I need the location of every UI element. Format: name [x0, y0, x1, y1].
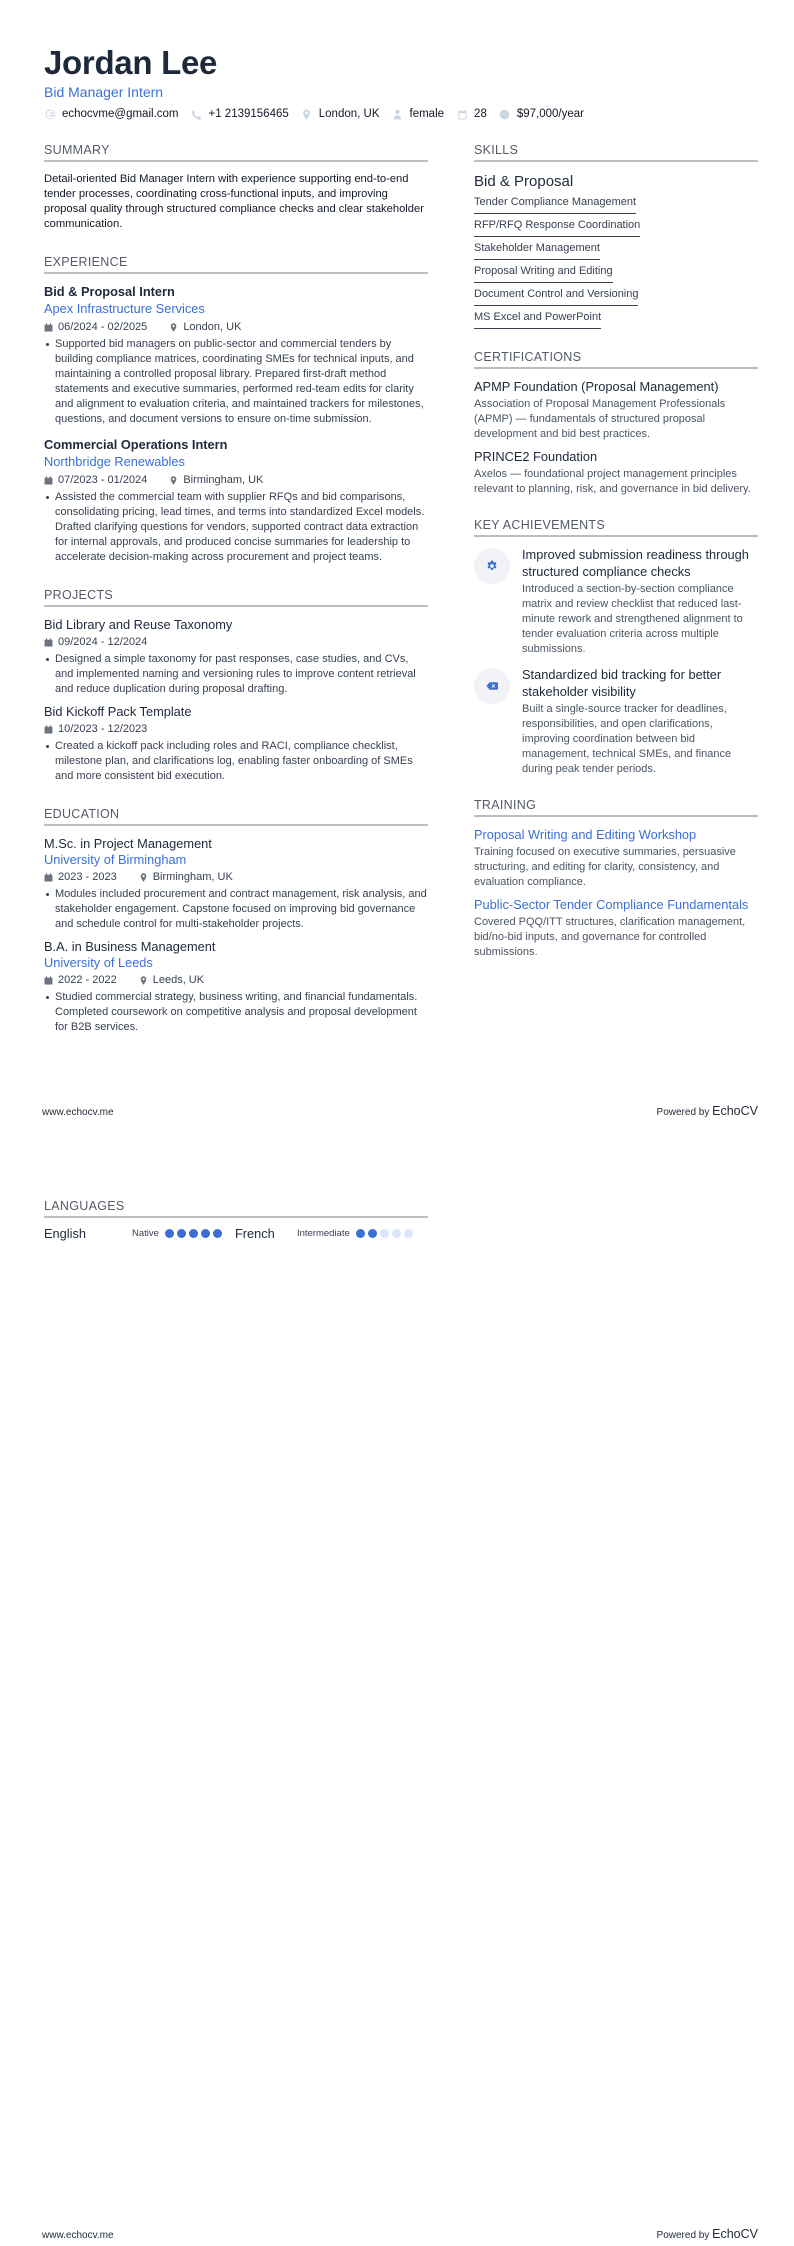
page-footer: [42, 2227, 758, 2241]
section-title: PROJECTS: [44, 587, 428, 607]
language-list: [44, 1226, 428, 1241]
at-icon: [44, 108, 56, 120]
training-item: [474, 826, 758, 890]
achievement-title: Improved submission readiness through structured compliance checks: [522, 547, 749, 579]
achievement-item: [474, 546, 758, 657]
proficiency-dot: [368, 1229, 377, 1238]
website-link[interactable]: www.echocv.me: [42, 2230, 114, 2241]
certifications-section: [474, 349, 758, 497]
bullet-point: Created a kickoff pack including roles and RACI, compliance checklist, milestone plan, and clarifications log, enabling faster onboarding of SMEs and more consistent bid execution.: [44, 739, 428, 784]
calendar-icon: [44, 873, 53, 882]
skill-tag: Stakeholder Management: [474, 237, 600, 260]
contact-location: London, UK: [301, 108, 380, 120]
section-title: TRAINING: [474, 797, 758, 817]
proficiency-dots: [356, 1229, 416, 1238]
school-name: University of Leeds: [44, 955, 153, 970]
section-title: CERTIFICATIONS: [474, 349, 758, 369]
candidate-name: Jordan Lee: [44, 44, 218, 81]
proficiency-dot: [404, 1229, 413, 1238]
language-level: Intermediate: [296, 1228, 350, 1239]
person-icon: [392, 108, 404, 120]
achievements-section: [474, 517, 758, 777]
achievement-desc: Introduced a section-by-section compliance matrix and review checklist that reduced last-minute rework and strengthened alignment to tender evaluation criteria across multiple submissions.: [522, 583, 743, 655]
section-title: LANGUAGES: [44, 1198, 428, 1218]
resume-page-2: [0, 1123, 794, 2246]
candidate-title: Bid Manager Intern: [44, 84, 164, 100]
bullet-point: Designed a simple taxonomy for past responses, case studies, and CVs, and implemented naming and versioning rules to improve content retrieval and reduce duplication during proposal drafting.: [44, 652, 428, 697]
training-name: Public-Sector Tender Compliance Fundamentals: [474, 897, 749, 912]
achievement-item: [474, 666, 758, 777]
proficiency-dots: [165, 1229, 225, 1238]
calendar-icon: [44, 725, 53, 734]
powered-by: Powered by EchoCV: [656, 2227, 758, 2241]
section-title: KEY ACHIEVEMENTS: [474, 517, 758, 537]
job-role: Bid & Proposal Intern: [44, 284, 175, 299]
skills-section: [474, 142, 758, 329]
proficiency-dot: [189, 1229, 198, 1238]
project-name: Bid Library and Reuse Taxonomy: [44, 617, 233, 632]
achievement-title: Standardized bid tracking for better stakeholder visibility: [522, 667, 722, 699]
brand-name: EchoCV: [712, 2227, 758, 2241]
education-section: [44, 806, 428, 1035]
company-name: Apex Infrastructure Services: [44, 301, 205, 316]
entry-meta: 09/2024 - 12/2024: [44, 634, 428, 650]
skill-tag: Tender Compliance Management: [474, 191, 636, 214]
contact-email[interactable]: echocvme@gmail.com: [44, 108, 179, 120]
entry-meta: 07/2023 - 01/2024 Birmingham, UK: [44, 472, 428, 488]
location-pin-icon: [301, 108, 313, 120]
degree-name: M.Sc. in Project Management: [44, 836, 212, 851]
contact-salary: $97,000/year: [499, 108, 584, 120]
language-name: French: [234, 1226, 275, 1241]
bullet-point: Studied commercial strategy, business writing, and financial fundamentals. Completed coursework on competitive analysis and proposal development for B2B services.: [44, 990, 428, 1035]
section-title: EXPERIENCE: [44, 254, 428, 274]
certification-item: [474, 378, 758, 442]
resume-header: [44, 44, 217, 101]
proficiency-dot: [177, 1229, 186, 1238]
section-title: SKILLS: [474, 142, 758, 162]
skill-tag: RFP/RFQ Response Coordination: [474, 214, 640, 237]
experience-section: [44, 254, 428, 565]
certification-item: [474, 448, 758, 497]
language-level: Native: [132, 1228, 159, 1239]
left-column: [44, 142, 428, 1049]
skill-group-title: Bid & Proposal: [474, 173, 574, 190]
entry-meta: 10/2023 - 12/2023: [44, 721, 428, 737]
proficiency-dot: [392, 1229, 401, 1238]
education-item: [44, 835, 428, 932]
phone-icon: [191, 108, 203, 120]
website-link[interactable]: www.echocv.me: [42, 1107, 114, 1118]
certification-name: PRINCE2 Foundation: [474, 449, 598, 464]
section-title: EDUCATION: [44, 806, 428, 826]
projects-section: [44, 587, 428, 784]
training-item: [474, 896, 758, 960]
project-item: [44, 616, 428, 697]
proficiency-dot: [356, 1229, 365, 1238]
powered-by: Powered by EchoCV: [656, 1104, 758, 1118]
bullet-point: Modules included procurement and contract management, risk analysis, and stakeholder engagement. Capstone focused on improving bid governance and schedule control for multi-stakeholder projects.: [44, 887, 428, 932]
location-pin-icon: [169, 323, 178, 332]
skill-tag: Document Control and Versioning: [474, 283, 638, 306]
contact-gender: female: [392, 108, 445, 120]
skill-tag: MS Excel and PowerPoint: [474, 306, 601, 329]
calendar-icon: [456, 108, 468, 120]
location-pin-icon: [139, 873, 148, 882]
school-name: University of Birmingham: [44, 852, 187, 867]
proficiency-dot: [380, 1229, 389, 1238]
location-pin-icon: [169, 476, 178, 485]
training-name: Proposal Writing and Editing Workshop: [474, 827, 697, 842]
calendar-icon: [44, 976, 53, 985]
brand-name: EchoCV: [712, 1104, 758, 1118]
entry-meta: 2022 - 2022 Leeds, UK: [44, 972, 428, 988]
education-item: [44, 938, 428, 1035]
proficiency-dot: [201, 1229, 210, 1238]
experience-item: [44, 436, 428, 565]
training-desc: Covered PQQ/ITT structures, clarification management, bid/no-bid inputs, and governance for controlled submissions.: [474, 916, 746, 958]
dollar-icon: [499, 108, 511, 120]
certification-desc: Association of Proposal Management Professionals (APMP) — fundamentals of structured proposal development and bid best practices.: [474, 398, 726, 440]
entry-meta: 2023 - 2023 Birmingham, UK: [44, 869, 428, 885]
section-title: SUMMARY: [44, 142, 428, 162]
calendar-icon: [44, 323, 53, 332]
right-column: [474, 142, 758, 974]
achievement-desc: Built a single-source tracker for deadlines, responsibilities, and open clarifications, improving coordination between bid management, technical SMEs, and finance during peak tender periods.: [522, 703, 732, 775]
skill-tag: Proposal Writing and Editing: [474, 260, 613, 283]
language-name: English: [44, 1226, 86, 1241]
calendar-icon: [44, 638, 53, 647]
summary-text: Detail-oriented Bid Manager Intern with experience supporting end-to-end tender processes, coordinating cross-functional inputs, and improving proposal quality through structured compliance checks and clear stakeholder communication.: [44, 173, 424, 230]
languages-section: [44, 1198, 428, 1241]
bullet-point: Supported bid managers on public-sector and commercial tenders by building compliance matrices, coordinating SMEs for technical inputs, and maintaining a controlled proposal library. Prepared first-draft method statements and executive summaries, performed red-team edits for clarity and alignment to evaluation criteria, and maintained trackers for milestones, questions, and document versions to ensure on-time submission.: [44, 337, 428, 427]
training-section: [474, 797, 758, 960]
training-desc: Training focused on executive summaries, persuasive structuring, and editing for clarity, consistency, and evaluation compliance.: [474, 846, 736, 888]
company-name: Northbridge Renewables: [44, 454, 185, 469]
contact-phone[interactable]: +1 2139156465: [191, 108, 289, 120]
summary-section: [44, 142, 428, 232]
certification-desc: Axelos — foundational project management principles relevant to planning, risk, and governance in bid delivery.: [474, 468, 751, 495]
certification-name: APMP Foundation (Proposal Management): [474, 379, 719, 394]
proficiency-dot: [213, 1229, 222, 1238]
calendar-icon: [44, 476, 53, 485]
gear-icon: [474, 548, 510, 584]
experience-item: [44, 283, 428, 427]
page-footer: [42, 1104, 758, 1118]
bullet-point: Assisted the commercial team with supplier RFQs and bid comparisons, consolidating pricing, lead times, and terms into standardized Excel models. Drafted clarifying questions for vendors, supported contract data extraction for internal approvals, and produced concise summaries for leadership to accelerate decision-making across procurement and project teams.: [44, 490, 428, 565]
proficiency-dot: [165, 1229, 174, 1238]
degree-name: B.A. in Business Management: [44, 939, 216, 954]
project-item: [44, 703, 428, 784]
contact-bar: [44, 108, 596, 120]
job-role: Commercial Operations Intern: [44, 437, 228, 452]
location-pin-icon: [139, 976, 148, 985]
project-name: Bid Kickoff Pack Template: [44, 704, 192, 719]
entry-meta: 06/2024 - 02/2025 London, UK: [44, 319, 428, 335]
contact-age: 28: [456, 108, 487, 120]
backspace-icon: [474, 668, 510, 704]
